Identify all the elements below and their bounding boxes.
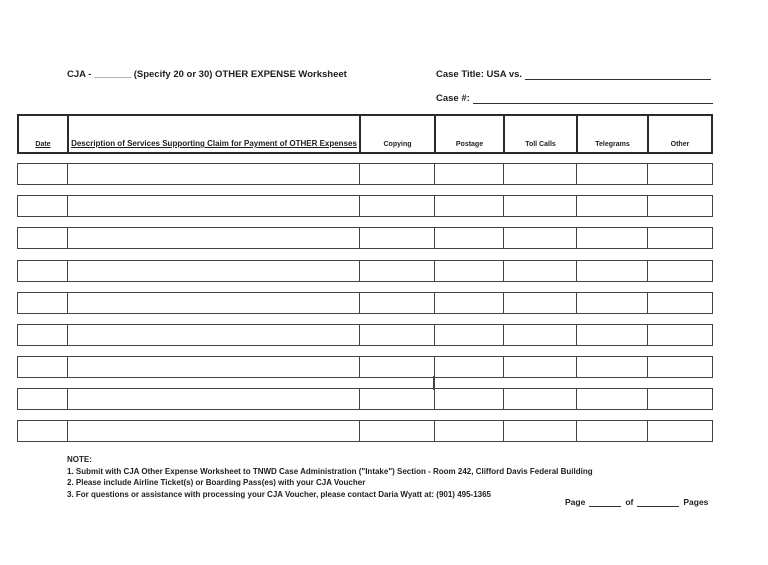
cell-date[interactable] <box>18 421 68 441</box>
cell-date[interactable] <box>18 228 68 248</box>
case-number-field[interactable] <box>473 93 713 104</box>
cell-copying[interactable] <box>360 293 435 313</box>
cell-description[interactable] <box>68 228 360 248</box>
cell-toll-calls[interactable] <box>504 421 577 441</box>
cell-other[interactable] <box>648 421 712 441</box>
cell-description[interactable] <box>68 293 360 313</box>
cell-other[interactable] <box>648 261 712 281</box>
cell-description[interactable] <box>68 421 360 441</box>
cell-date[interactable] <box>18 325 68 345</box>
cell-copying[interactable] <box>360 389 435 409</box>
case-title-label: Case Title: USA vs. <box>436 69 523 80</box>
cell-other[interactable] <box>648 357 712 377</box>
cell-telegrams[interactable] <box>577 357 648 377</box>
cell-date[interactable] <box>18 261 68 281</box>
table-row <box>17 163 713 185</box>
header-date: Date <box>19 116 69 152</box>
table-row <box>17 356 713 378</box>
cell-copying[interactable] <box>360 357 435 377</box>
cell-date[interactable] <box>18 196 68 216</box>
header-toll-calls: Toll Calls <box>505 116 578 152</box>
of-label: of <box>625 497 634 507</box>
header-copying: Copying <box>361 116 436 152</box>
cell-toll-calls[interactable] <box>504 357 577 377</box>
cell-description[interactable] <box>68 164 360 184</box>
cell-date[interactable] <box>18 389 68 409</box>
cell-other[interactable] <box>648 228 712 248</box>
table-row <box>17 195 713 217</box>
cell-copying[interactable] <box>360 196 435 216</box>
cell-date[interactable] <box>18 164 68 184</box>
cell-toll-calls[interactable] <box>504 228 577 248</box>
cell-toll-calls[interactable] <box>504 196 577 216</box>
cell-telegrams[interactable] <box>577 261 648 281</box>
notes-section <box>67 454 593 500</box>
cell-toll-calls[interactable] <box>504 293 577 313</box>
page-count-line <box>565 497 708 507</box>
cell-telegrams[interactable] <box>577 293 648 313</box>
cell-postage[interactable] <box>435 196 504 216</box>
page-label: Page <box>565 497 586 507</box>
cell-copying[interactable] <box>360 261 435 281</box>
cell-date[interactable] <box>18 357 68 377</box>
page-number-field[interactable] <box>589 497 621 507</box>
cell-postage[interactable] <box>435 164 504 184</box>
table-row <box>17 324 713 346</box>
table-row <box>17 227 713 249</box>
note-item-2: 2. Please include Airline Ticket(s) or Boarding Pass(es) with your CJA Voucher <box>67 478 366 487</box>
header-telegrams: Telegrams <box>578 116 649 152</box>
table-row <box>17 260 713 282</box>
cell-telegrams[interactable] <box>577 196 648 216</box>
cell-date[interactable] <box>18 293 68 313</box>
cell-postage[interactable] <box>435 421 504 441</box>
cell-copying[interactable] <box>360 421 435 441</box>
notes-heading: NOTE: <box>67 455 92 464</box>
header-postage: Postage <box>436 116 505 152</box>
cell-telegrams[interactable] <box>577 421 648 441</box>
cell-copying[interactable] <box>360 164 435 184</box>
cell-postage[interactable] <box>435 228 504 248</box>
table-row <box>17 388 713 410</box>
header-description: Description of Services Supporting Claim for Payment of OTHER Expenses <box>69 116 361 152</box>
cell-postage[interactable] <box>435 325 504 345</box>
cell-telegrams[interactable] <box>577 228 648 248</box>
cell-toll-calls[interactable] <box>504 261 577 281</box>
note-item-3: 3. For questions or assistance with processing your CJA Voucher, please contact Daria Wyatt at: (901) 495-1365 <box>67 489 491 499</box>
note-item-1: 1. Submit with CJA Other Expense Worksheet to TNWD Case Administration ("Intake") Section - Room 242, Clifford Davis Federal Building <box>67 466 593 476</box>
cell-other[interactable] <box>648 196 712 216</box>
cell-description[interactable] <box>68 357 360 377</box>
cell-other[interactable] <box>648 293 712 313</box>
table-row <box>17 292 713 314</box>
total-pages-field[interactable] <box>637 497 679 507</box>
cell-toll-calls[interactable] <box>504 389 577 409</box>
cell-description[interactable] <box>68 196 360 216</box>
case-number-label: Case #: <box>436 93 470 104</box>
cell-other[interactable] <box>648 389 712 409</box>
cell-postage[interactable] <box>435 293 504 313</box>
cell-toll-calls[interactable] <box>504 164 577 184</box>
cell-description[interactable] <box>68 389 360 409</box>
cell-other[interactable] <box>648 325 712 345</box>
cell-description[interactable] <box>68 261 360 281</box>
cell-telegrams[interactable] <box>577 164 648 184</box>
cell-other[interactable] <box>648 164 712 184</box>
case-title-field[interactable] <box>525 69 711 80</box>
case-number-line <box>436 93 713 104</box>
table-row <box>17 420 713 442</box>
cell-description[interactable] <box>68 325 360 345</box>
row-connector-line <box>433 376 435 390</box>
cell-postage[interactable] <box>435 261 504 281</box>
table-header <box>17 114 713 154</box>
cell-postage[interactable] <box>435 389 504 409</box>
case-title-line <box>436 69 711 80</box>
cell-copying[interactable] <box>360 325 435 345</box>
form-title: CJA - _______ (Specify 20 or 30) OTHER EXPENSE Worksheet <box>67 69 347 80</box>
cell-toll-calls[interactable] <box>504 325 577 345</box>
header-other: Other <box>670 141 690 148</box>
pages-label: Pages <box>683 497 709 507</box>
cell-copying[interactable] <box>360 228 435 248</box>
cell-telegrams[interactable] <box>577 389 648 409</box>
cell-telegrams[interactable] <box>577 325 648 345</box>
cell-postage[interactable] <box>435 357 504 377</box>
